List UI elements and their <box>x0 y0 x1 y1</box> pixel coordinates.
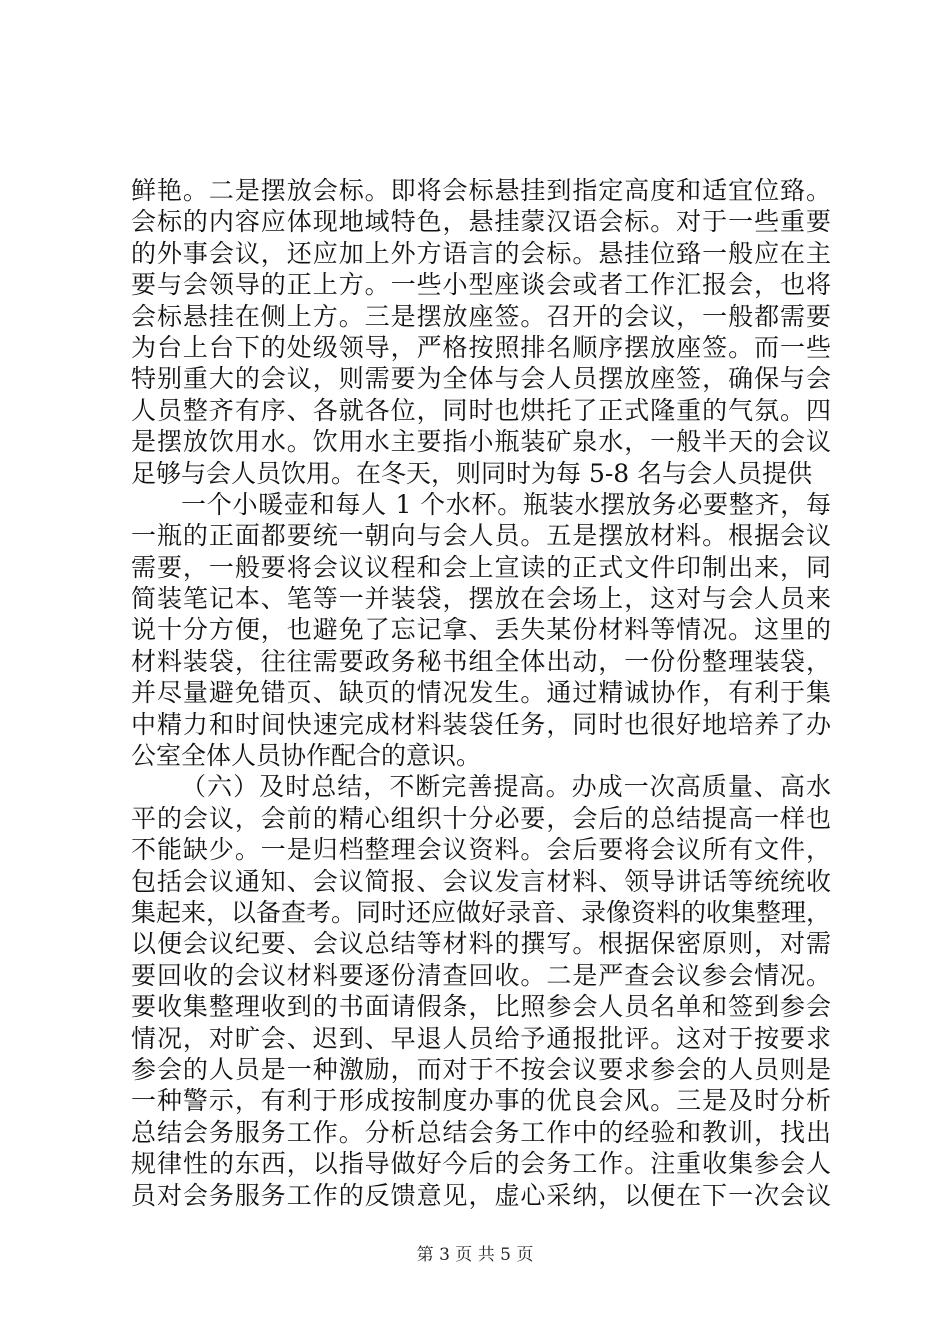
text-line: 简装笔记本、笔等一并装袋，摆放在会场上，这对与会人员来 <box>131 584 831 614</box>
text-line: 要回收的会议材料要逐份清查回收。二是严查会议参会情况。 <box>131 960 831 990</box>
text-line: 一瓶的正面都要统一朝向与会人员。五是摆放材料。根据会议 <box>131 521 831 551</box>
text-line: 的外事会议，还应加上外方语言的会标。悬挂位臵一般应在主 <box>131 238 831 268</box>
text-line: 员对会务服务工作的反馈意见，虚心采纳，以便在下一次会议 <box>131 1180 831 1210</box>
text-line: 情况，对旷会、迟到、早退人员给予通报批评。这对于按要求 <box>131 1023 831 1053</box>
body-text <box>131 175 831 1211</box>
text-line: 要收集整理收到的书面请假条，比照参会人员名单和签到参会 <box>131 992 831 1022</box>
text-line: 包括会议通知、会议简报、会议发言材料、领导讲话等统统收 <box>131 866 831 896</box>
text-line: 需要，一般要将会议议程和会上宣读的正式文件印制出来，同 <box>131 552 831 582</box>
text-line: 公室全体人员协作配合的意识。 <box>131 741 482 771</box>
text-line: 为台上台下的处级领导，严格按照排名顺序摆放座签。而一些 <box>131 332 831 362</box>
text-line: 说十分方便，也避免了忘记拿、丢失某份材料等情况。这里的 <box>131 615 831 645</box>
text-line: 规律性的东西，以指导做好今后的会务工作。注重收集参会人 <box>131 1149 831 1179</box>
text-line: 人员整齐有序、各就各位，同时也烘托了正式隆重的气氛。四 <box>131 395 831 425</box>
text-line: 会标悬挂在侧上方。三是摆放座签。召开的会议，一般都需要 <box>131 301 831 331</box>
text-line: 鲜艳。二是摆放会标。即将会标悬挂到指定高度和适宜位臵。 <box>131 176 831 205</box>
text-line: 总结会务服务工作。分析总结会务工作中的经验和教训，找出 <box>131 1117 831 1147</box>
text-line: 一种警示，有利于形成按制度办事的优良会风。三是及时分析 <box>131 1086 831 1116</box>
page-footer: 第 3 页 共 5 页 <box>416 1245 534 1265</box>
text-line: 特别重大的会议，则需要为全体与会人员摆放座签，确保与会 <box>131 364 831 394</box>
text-line: 要与会领导的正上方。一些小型座谈会或者工作汇报会，也将 <box>131 270 831 300</box>
text-line: 不能缺少。一是归档整理会议资料。会后要将会议所有文件， <box>131 835 831 865</box>
text-line: 材料装袋，往往需要政务秘书组全体出动，一份份整理装袋， <box>131 646 831 676</box>
text-line: 足够与会人员饮用。在冬天，则同时为每 5-8 名与会人员提供 <box>131 458 813 488</box>
text-line: 并尽量避免错页、缺页的情况发生。通过精诚协作，有利于集 <box>131 678 831 708</box>
text-line: 中精力和时间快速完成材料装袋任务，同时也很好地培养了办 <box>131 709 831 739</box>
text-line: 一个小暖壶和每人 1 个水杯。瓶装水摆放务必要整齐，每 <box>181 489 831 519</box>
text-line: 平的会议，会前的精心组织十分必要，会后的总结提高一样也 <box>131 803 831 833</box>
text-line: 会标的内容应体现地域特色，悬挂蒙汉语会标。对于一些重要 <box>131 207 831 237</box>
text-line: 集起来，以备查考。同时还应做好录音、录像资料的收集整理， <box>131 897 831 927</box>
text-line: 是摆放饮用水。饮用水主要指小瓶装矿泉水，一般半天的会议 <box>131 427 831 457</box>
text-line: 参会的人员是一种激励，而对于不按会议要求参会的人员则是 <box>131 1054 831 1084</box>
text-line: 以便会议纪要、会议总结等材料的撰写。根据保密原则，对需 <box>131 929 831 959</box>
text-line: （六）及时总结，不断完善提高。办成一次高质量、高水 <box>181 772 831 802</box>
